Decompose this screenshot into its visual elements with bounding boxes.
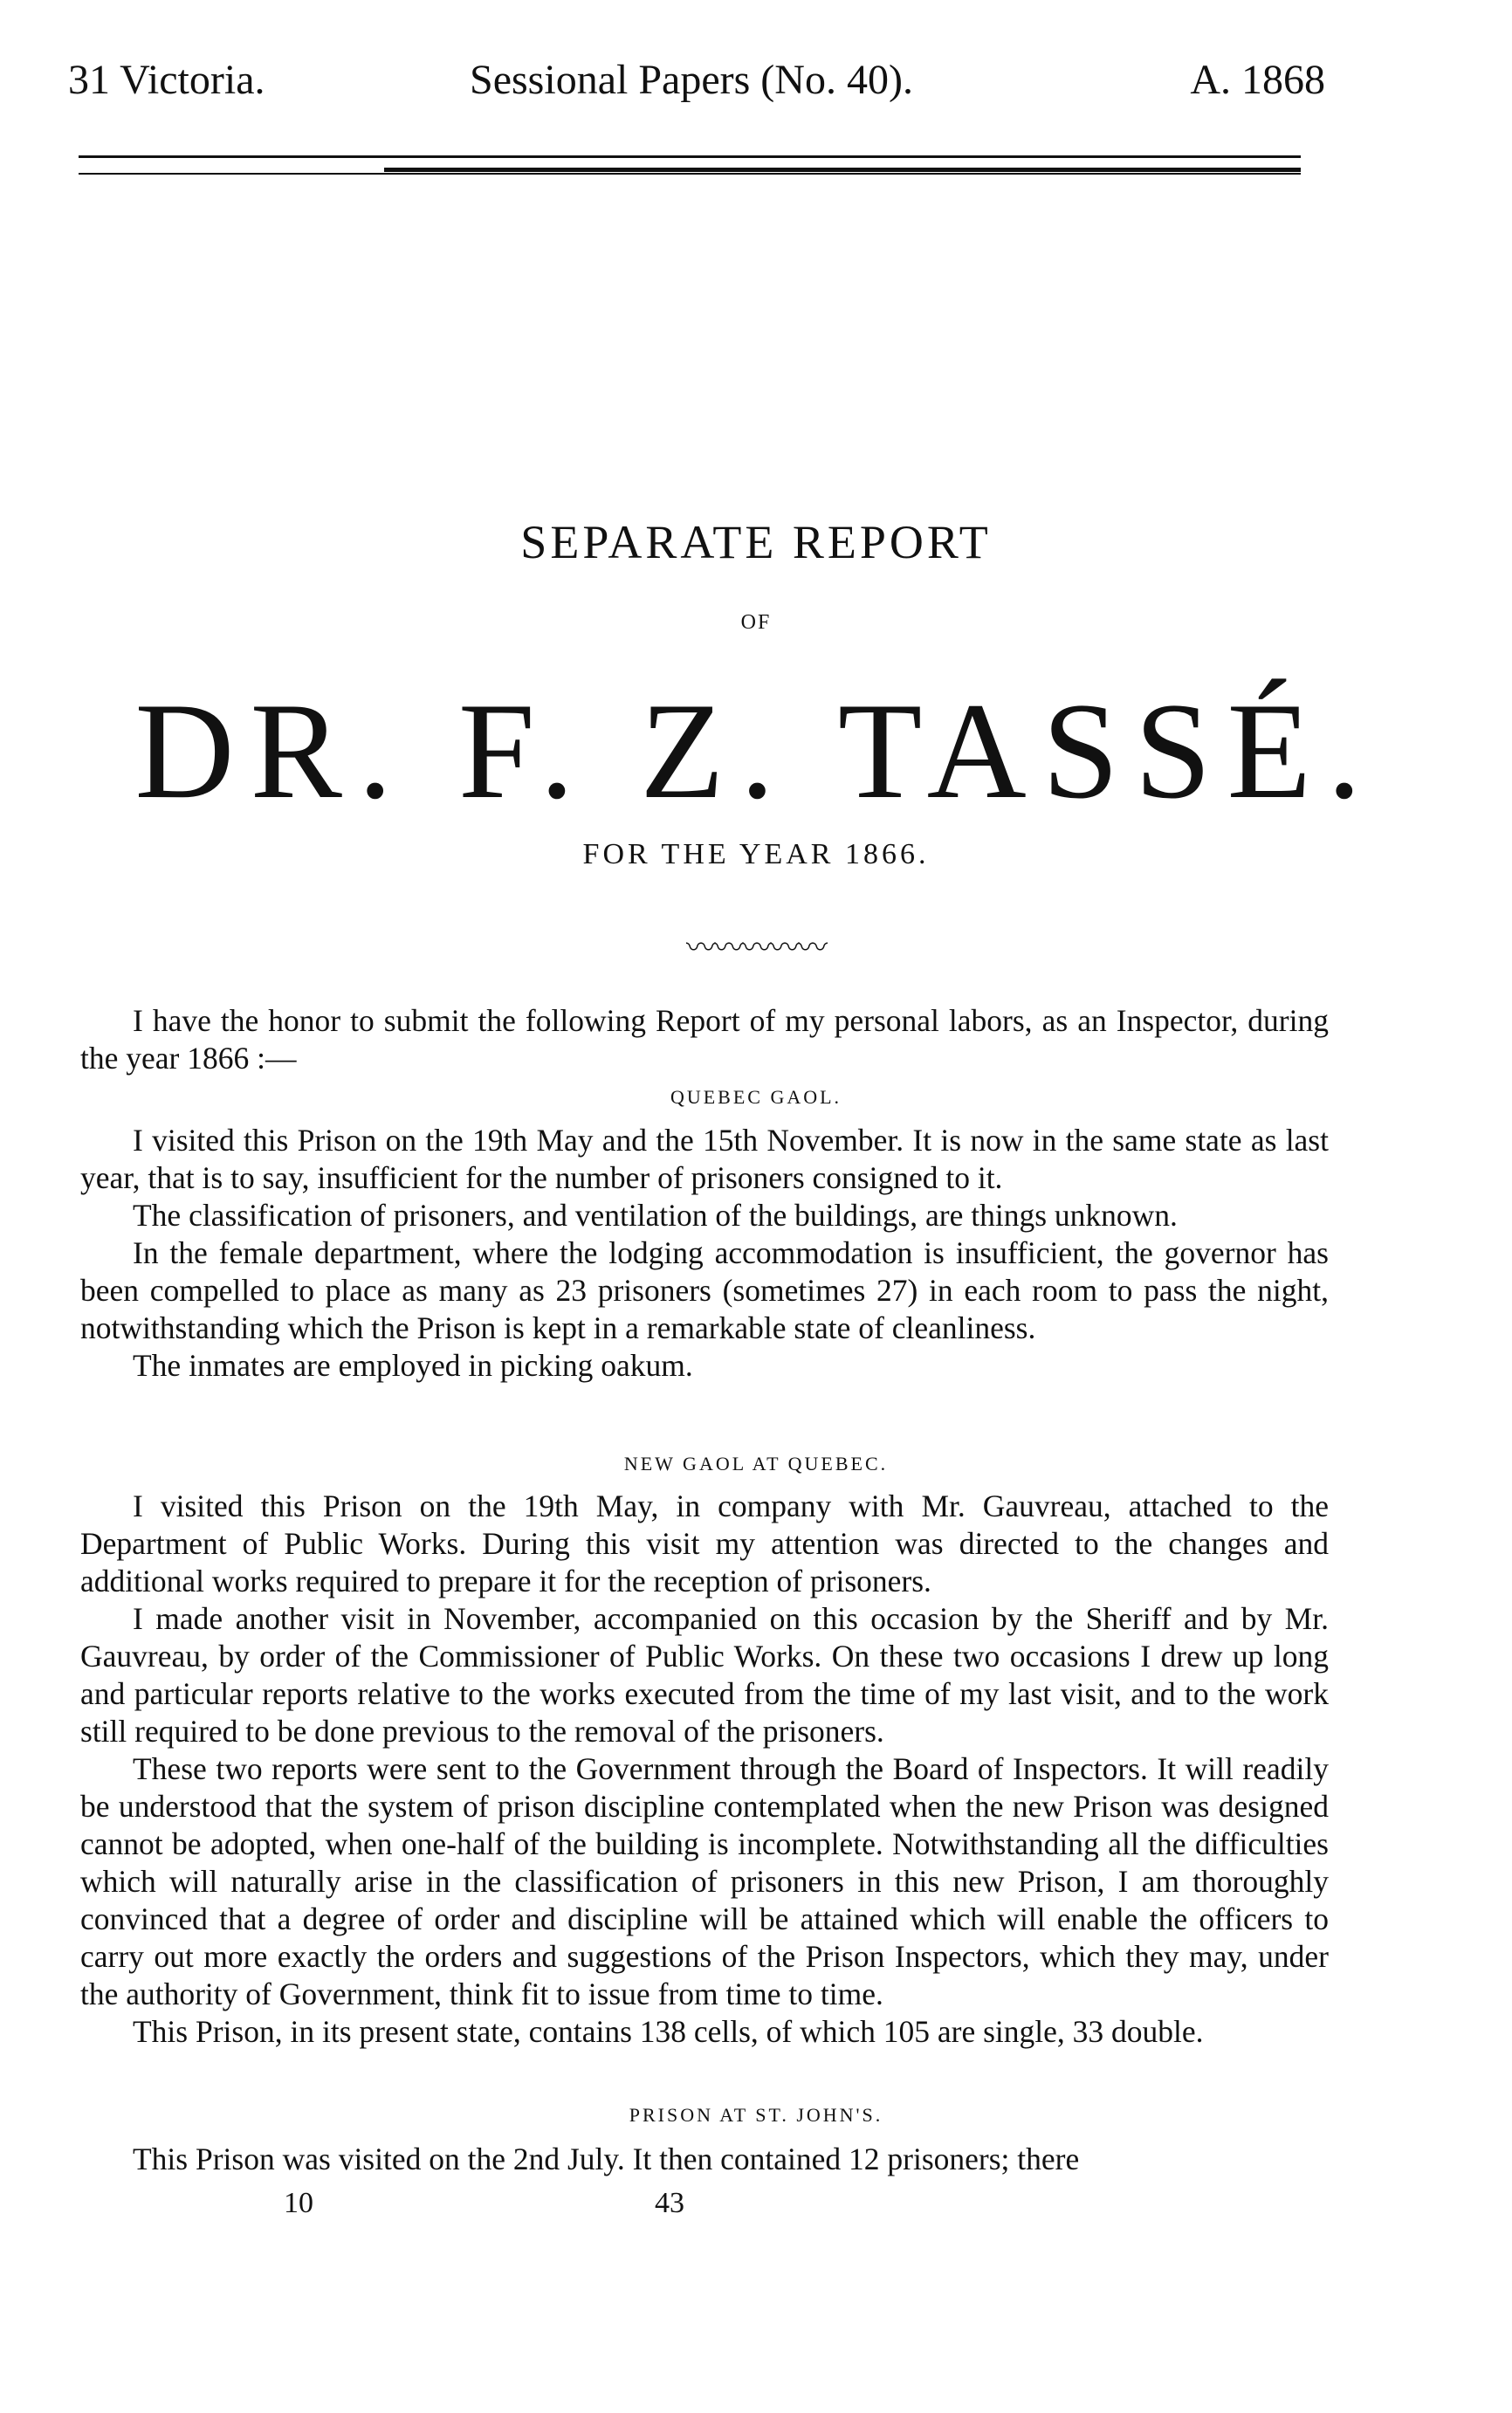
signature-mark: 10 [284,2187,313,2219]
section-new-gaol [80,1488,1329,2051]
intro-paragraph [80,1002,1329,1077]
section-heading: NEW GAOL AT QUEBEC. [623,1453,889,1475]
paragraph: I visited this Prison on the 19th May and the 15th November. It is now in the same state as last year, that is to say, insufficient for the number of prisoners consigned to it. [80,1123,1329,1195]
section-heading: QUEBEC GAOL. [670,1086,842,1108]
paragraph: I made another visit in November, accompanied on this occasion by the Sheriff and by Mr. Gauvreau, by order of the Commissioner of Public Works. On these two occasions I drew up long and particular reports relative to the works executed from the time of my last visit, and to the work still required to be done previous to the removal of the prisoners. [80,1601,1329,1749]
sessional-papers-label: Sessional Papers (No. 40). [470,57,913,103]
header-rule-lower [79,173,1301,175]
header-rule-thick [384,168,1301,172]
section-quebec-gaol [80,1122,1329,1385]
paragraph: This Prison was visited on the 2nd July. It then contained 12 prisoners; there [133,2141,1080,2176]
paragraph: The classification of prisoners, and ventilation of the buildings, are things unknown. [133,1198,1178,1233]
paragraph: The inmates are employed in picking oakum. [133,1348,693,1383]
session-label: 31 Victoria. [68,57,265,103]
paragraph: I visited this Prison on the 19th May, in company with Mr. Gauvreau, attached to the Department of Public Works. During this visit my attention was directed to the changes and additional works required to prepare it for the reception of prisoners. [80,1488,1329,1598]
header-rule [79,155,1301,158]
running-head [68,56,1325,126]
report-title-of: OF [740,611,772,634]
report-year: FOR THE YEAR 1866. [582,838,930,870]
section-st-johns [80,2141,1329,2178]
intro-text: I have the honor to submit the following Report of my personal labors, as an Inspector, during the year 1866 :— [80,1003,1329,1076]
report-title: SEPARATE REPORT [520,516,992,568]
ornament-divider: 〰〰〰〰〰 [686,931,826,966]
year-label: A. 1868 [1190,57,1325,103]
paragraph: These two reports were sent to the Government through the Board of Inspectors. It will readily be understood that the system of prison discipline contemplated when the new Prison was designed cannot be adopted, when one-half of the building is incomplete. Notwithstanding all the difficulties which will naturally arise in the classification of prisoners in this new Prison, I am thoroughly convinced that a degree of order and discipline will be attained which will enable the officers to carry out more exactly the orders and suggestions of the Prison Inspectors, which they may, under the authority of Government, think fit to issue from time to time. [80,1751,1329,2011]
section-heading: PRISON AT ST. JOHN'S. [629,2104,883,2126]
page-number: 43 [655,2187,684,2219]
paragraph: In the female department, where the lodging accommodation is insufficient, the governor has been compelled to place as many as 23 prisoners (sometimes 27) in each room to pass the night, notwithstanding which the Prison is kept in a remarkable state of cleanliness. [80,1235,1329,1345]
inspector-name: DR. F. Z. TASSÉ. [134,675,1378,828]
paragraph: This Prison, in its present state, contains 138 cells, of which 105 are single, 33 double. [133,2014,1204,2049]
